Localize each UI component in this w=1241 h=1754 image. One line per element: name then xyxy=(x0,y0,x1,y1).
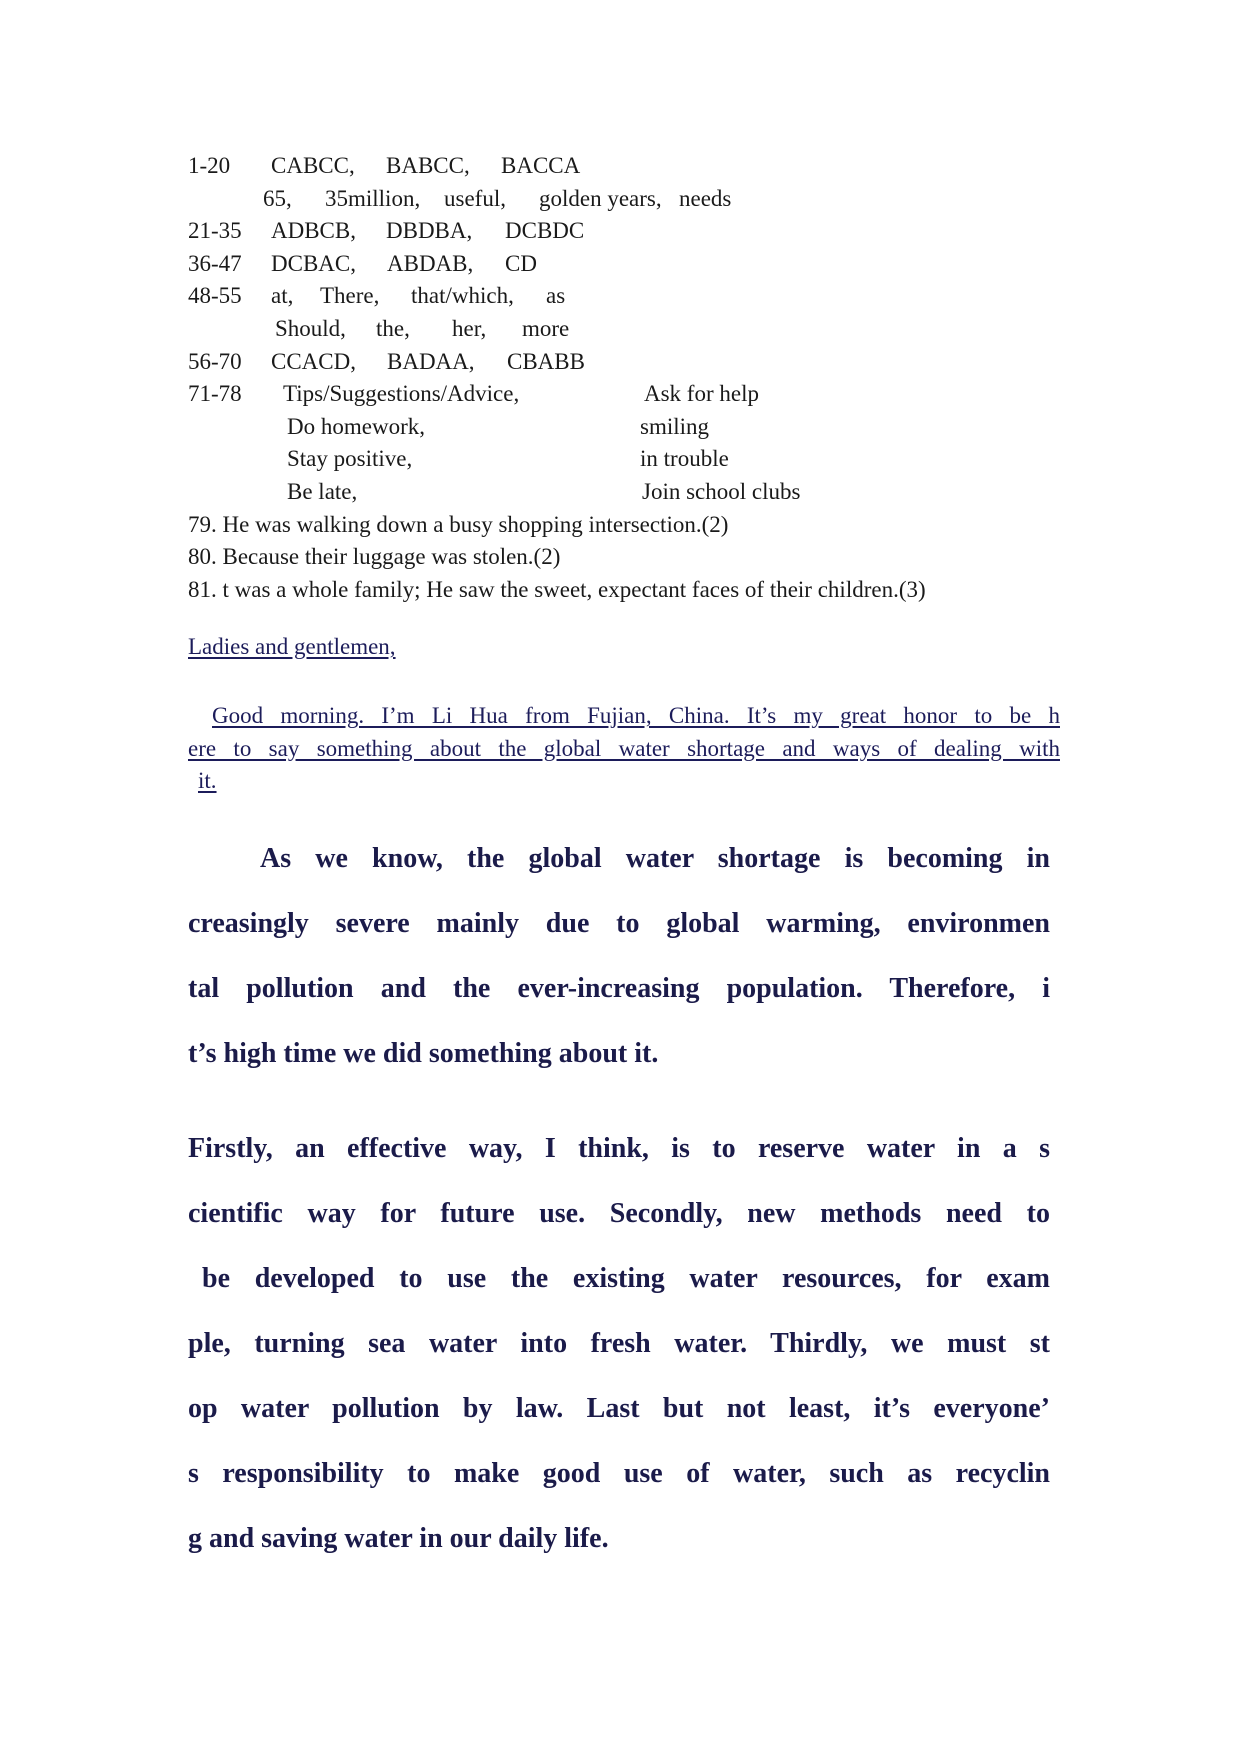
answer-word: Stay positive, xyxy=(287,446,413,472)
answer-group: DCBAC, xyxy=(271,250,356,276)
answer-sentence: 79. He was walking down a busy shopping intersection.(2) xyxy=(188,511,729,537)
answer-word: that/which, xyxy=(411,283,514,309)
answer-row xyxy=(188,378,1068,411)
answer-range-label: 21-35 xyxy=(188,218,242,244)
intro-line: ere to say something about the global water shortage and ways of dealing with xyxy=(188,735,1060,761)
answer-group: ADBCB, xyxy=(271,218,356,244)
speech-paragraph-1 xyxy=(188,826,1050,1086)
answer-word: 65, xyxy=(263,185,292,211)
speech-opening: Ladies and gentlemen, xyxy=(188,634,396,659)
answer-row xyxy=(188,476,1068,509)
answer-row xyxy=(188,150,1068,183)
intro-line xyxy=(188,765,1060,798)
answer-word: as xyxy=(546,283,566,309)
answer-sentence: 81. t was a whole family; He saw the sweet, expectant faces of their children.(3) xyxy=(188,576,926,602)
paragraph-line: be developed to use the existing water resources, for exam xyxy=(202,1263,1050,1294)
answer-word: in trouble xyxy=(640,446,729,472)
answer-group: BACCA xyxy=(501,153,581,178)
answer-group: BADAA, xyxy=(387,348,475,374)
answer-group: CD xyxy=(505,250,537,276)
answer-row xyxy=(188,183,1068,216)
answer-word: Ask for help xyxy=(644,381,759,407)
answer-range-label: 36-47 xyxy=(188,250,242,276)
answer-row xyxy=(188,443,1068,476)
answer-word: Should, xyxy=(275,315,346,341)
answer-key xyxy=(188,150,1068,606)
speech-paragraph-2 xyxy=(188,1116,1050,1571)
answer-word: Be late, xyxy=(287,478,358,504)
paragraph-line: op water pollution by law. Last but not least, it’s everyone’ xyxy=(188,1393,1050,1424)
answer-word: There, xyxy=(320,283,380,309)
answer-group: DBDBA, xyxy=(386,218,473,244)
answer-range-label: 56-70 xyxy=(188,348,242,374)
answer-sentence: 80. Because their luggage was stolen.(2) xyxy=(188,544,561,570)
answer-word: more xyxy=(522,315,570,341)
paragraph-line: As we know, the global water shortage is becoming in xyxy=(260,843,1050,874)
paragraph-line: g and saving water in our daily life. xyxy=(188,1523,609,1554)
answer-word: smiling xyxy=(640,413,710,439)
answer-group: DCBDC xyxy=(505,218,585,244)
answer-row xyxy=(188,215,1068,248)
answer-word: 35million, xyxy=(325,185,421,211)
answer-range-label: 1-20 xyxy=(188,153,231,178)
answer-range-label: 48-55 xyxy=(188,283,242,309)
answer-word: the, xyxy=(376,315,410,341)
answer-word: at, xyxy=(271,283,294,309)
answer-word: Do homework, xyxy=(287,413,425,439)
answer-row xyxy=(188,411,1068,444)
answer-group: BABCC, xyxy=(386,153,470,178)
paragraph-line: Firstly, an effective way, I think, is to reserve water in a s xyxy=(188,1133,1050,1164)
answer-word: her, xyxy=(452,315,487,341)
paragraph-line: ple, turning sea water into fresh water. Thirdly, we must st xyxy=(188,1328,1050,1359)
paragraph-line: tal pollution and the ever-increasing population. Therefore, i xyxy=(188,973,1050,1004)
speech-intro xyxy=(188,700,1060,798)
paragraph-line: t’s high time we did something about it. xyxy=(188,1038,659,1069)
paragraph-line: s responsibility to make good use of water, such as recyclin xyxy=(188,1458,1050,1489)
answer-word: golden years, xyxy=(539,185,662,211)
answer-word: Join school clubs xyxy=(642,478,801,504)
answer-row xyxy=(188,346,1068,379)
answer-word: useful, xyxy=(444,185,506,211)
paragraph-line: cientific way for future use. Secondly, new methods need to xyxy=(188,1198,1050,1229)
answer-word: Tips/Suggestions/Advice, xyxy=(283,381,520,407)
intro-line-end: it. xyxy=(198,768,217,793)
answer-word: needs xyxy=(679,185,732,211)
answer-row xyxy=(188,313,1068,346)
intro-line: Good morning. I’m Li Hua from Fujian, China. It’s my great honor to be h xyxy=(212,703,1060,728)
answer-group: CABCC, xyxy=(271,153,355,178)
answer-group: CCACD, xyxy=(271,348,356,374)
answer-row xyxy=(188,280,1068,313)
answer-group: ABDAB, xyxy=(387,250,474,276)
answer-group: CBABB xyxy=(507,348,585,374)
paragraph-line: creasingly severe mainly due to global warming, environmen xyxy=(188,908,1050,939)
answer-row xyxy=(188,248,1068,281)
answer-range-label: 71-78 xyxy=(188,381,242,407)
